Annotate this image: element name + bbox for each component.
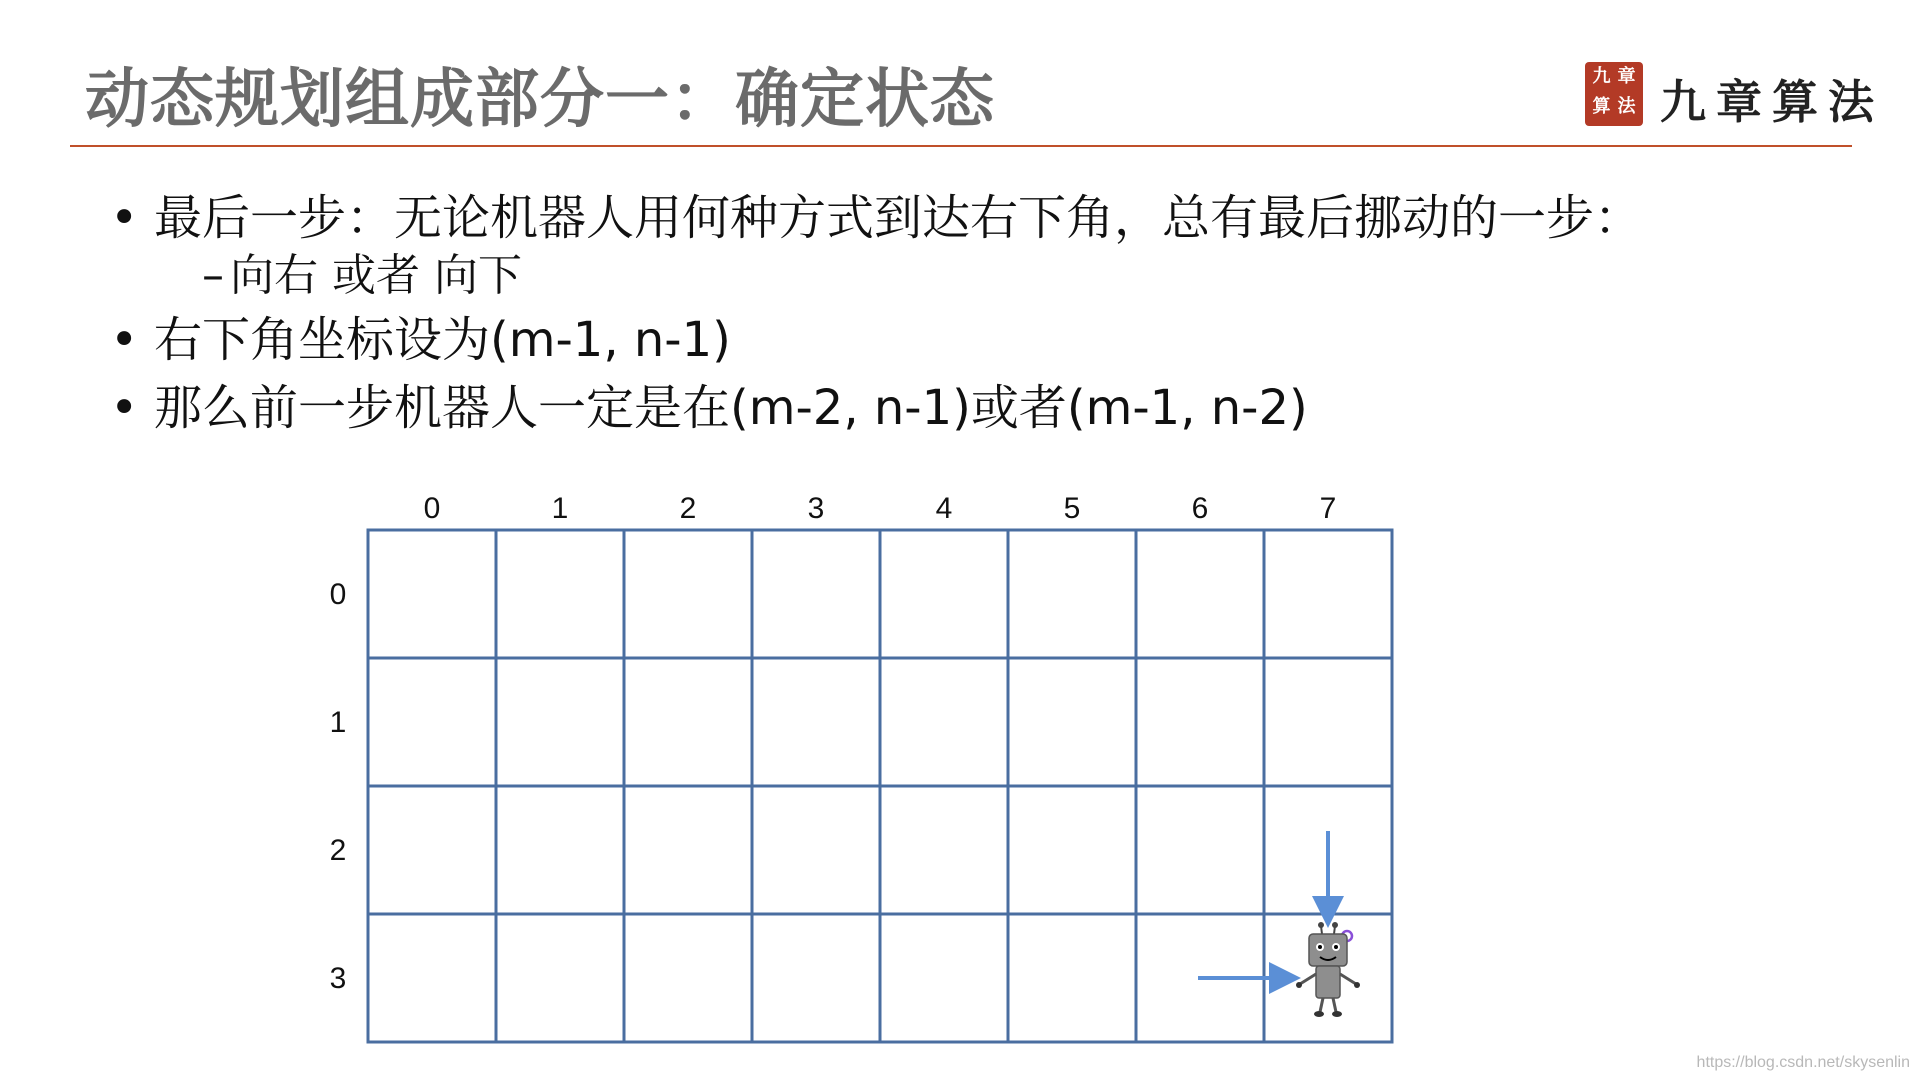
grid-cell	[880, 658, 1008, 786]
grid-cell	[752, 914, 880, 1042]
grid-cell	[880, 530, 1008, 658]
bullet-corner-coord	[110, 310, 1870, 370]
bullet-previous-step	[110, 378, 1870, 438]
grid-cell	[624, 658, 752, 786]
seal-char-4: 法	[1617, 96, 1636, 117]
row-label: 1	[329, 706, 347, 739]
sub-bullet-dash: –	[202, 250, 224, 301]
bullet-text: 最后一步：无论机器人用何种方式到达右下角，总有最后挪动的一步：	[154, 190, 1643, 246]
grid-cell	[368, 658, 496, 786]
grid-cell	[880, 786, 1008, 914]
row-label: 2	[329, 834, 347, 867]
bullet-text: 右下角坐标设为(m-1, n-1)	[154, 312, 731, 368]
grid-cell	[752, 658, 880, 786]
column-label: 4	[935, 492, 953, 525]
watermark: https://blog.csdn.net/skysenlin	[1696, 1054, 1910, 1071]
grid-cell	[1008, 658, 1136, 786]
grid-cell	[496, 530, 624, 658]
seal-char-1: 九	[1592, 66, 1611, 87]
grid-cell	[624, 786, 752, 914]
brand-name: 九章算法	[1660, 75, 1884, 129]
row-label: 3	[329, 962, 347, 995]
brand-logo	[1585, 60, 1884, 130]
grid-cell	[752, 530, 880, 658]
grid-cell	[368, 914, 496, 1042]
bullet-text: 那么前一步机器人一定是在(m-2, n-1)或者(m-1, n-2)	[154, 380, 1308, 436]
seal-icon	[1585, 62, 1643, 126]
page-title: 动态规划组成部分一：确定状态	[85, 63, 995, 137]
grid-cell	[496, 914, 624, 1042]
grid-cell	[1136, 658, 1264, 786]
grid-cell	[624, 914, 752, 1042]
grid-cell	[880, 914, 1008, 1042]
column-label: 5	[1063, 492, 1081, 525]
grid-cell	[1136, 530, 1264, 658]
grid-cell	[1008, 914, 1136, 1042]
grid-cell	[1136, 786, 1264, 914]
column-label: 3	[807, 492, 825, 525]
column-label: 6	[1191, 492, 1209, 525]
seal-char-3: 算	[1592, 96, 1611, 117]
column-label: 7	[1319, 492, 1337, 525]
grid-cell	[496, 786, 624, 914]
sub-bullet-text: 向右 或者 向下	[230, 250, 522, 301]
grid-cell	[368, 530, 496, 658]
column-label: 1	[551, 492, 569, 525]
grid-cell	[496, 658, 624, 786]
grid-cell	[624, 530, 752, 658]
grid-cell	[1264, 658, 1392, 786]
grid-cell	[368, 786, 496, 914]
grid-cell	[1008, 530, 1136, 658]
bullet-list	[110, 188, 1870, 438]
row-label: 0	[329, 578, 347, 611]
sub-bullet-directions	[110, 248, 1870, 304]
grid-cell	[1264, 530, 1392, 658]
seal-char-2: 章	[1617, 66, 1636, 87]
column-label: 2	[679, 492, 697, 525]
bullet-last-step	[110, 188, 1870, 248]
column-label: 0	[423, 492, 441, 525]
grid-diagram	[300, 475, 1420, 1050]
grid-cell	[752, 786, 880, 914]
grid-cell	[1008, 786, 1136, 914]
title-divider	[70, 145, 1852, 147]
